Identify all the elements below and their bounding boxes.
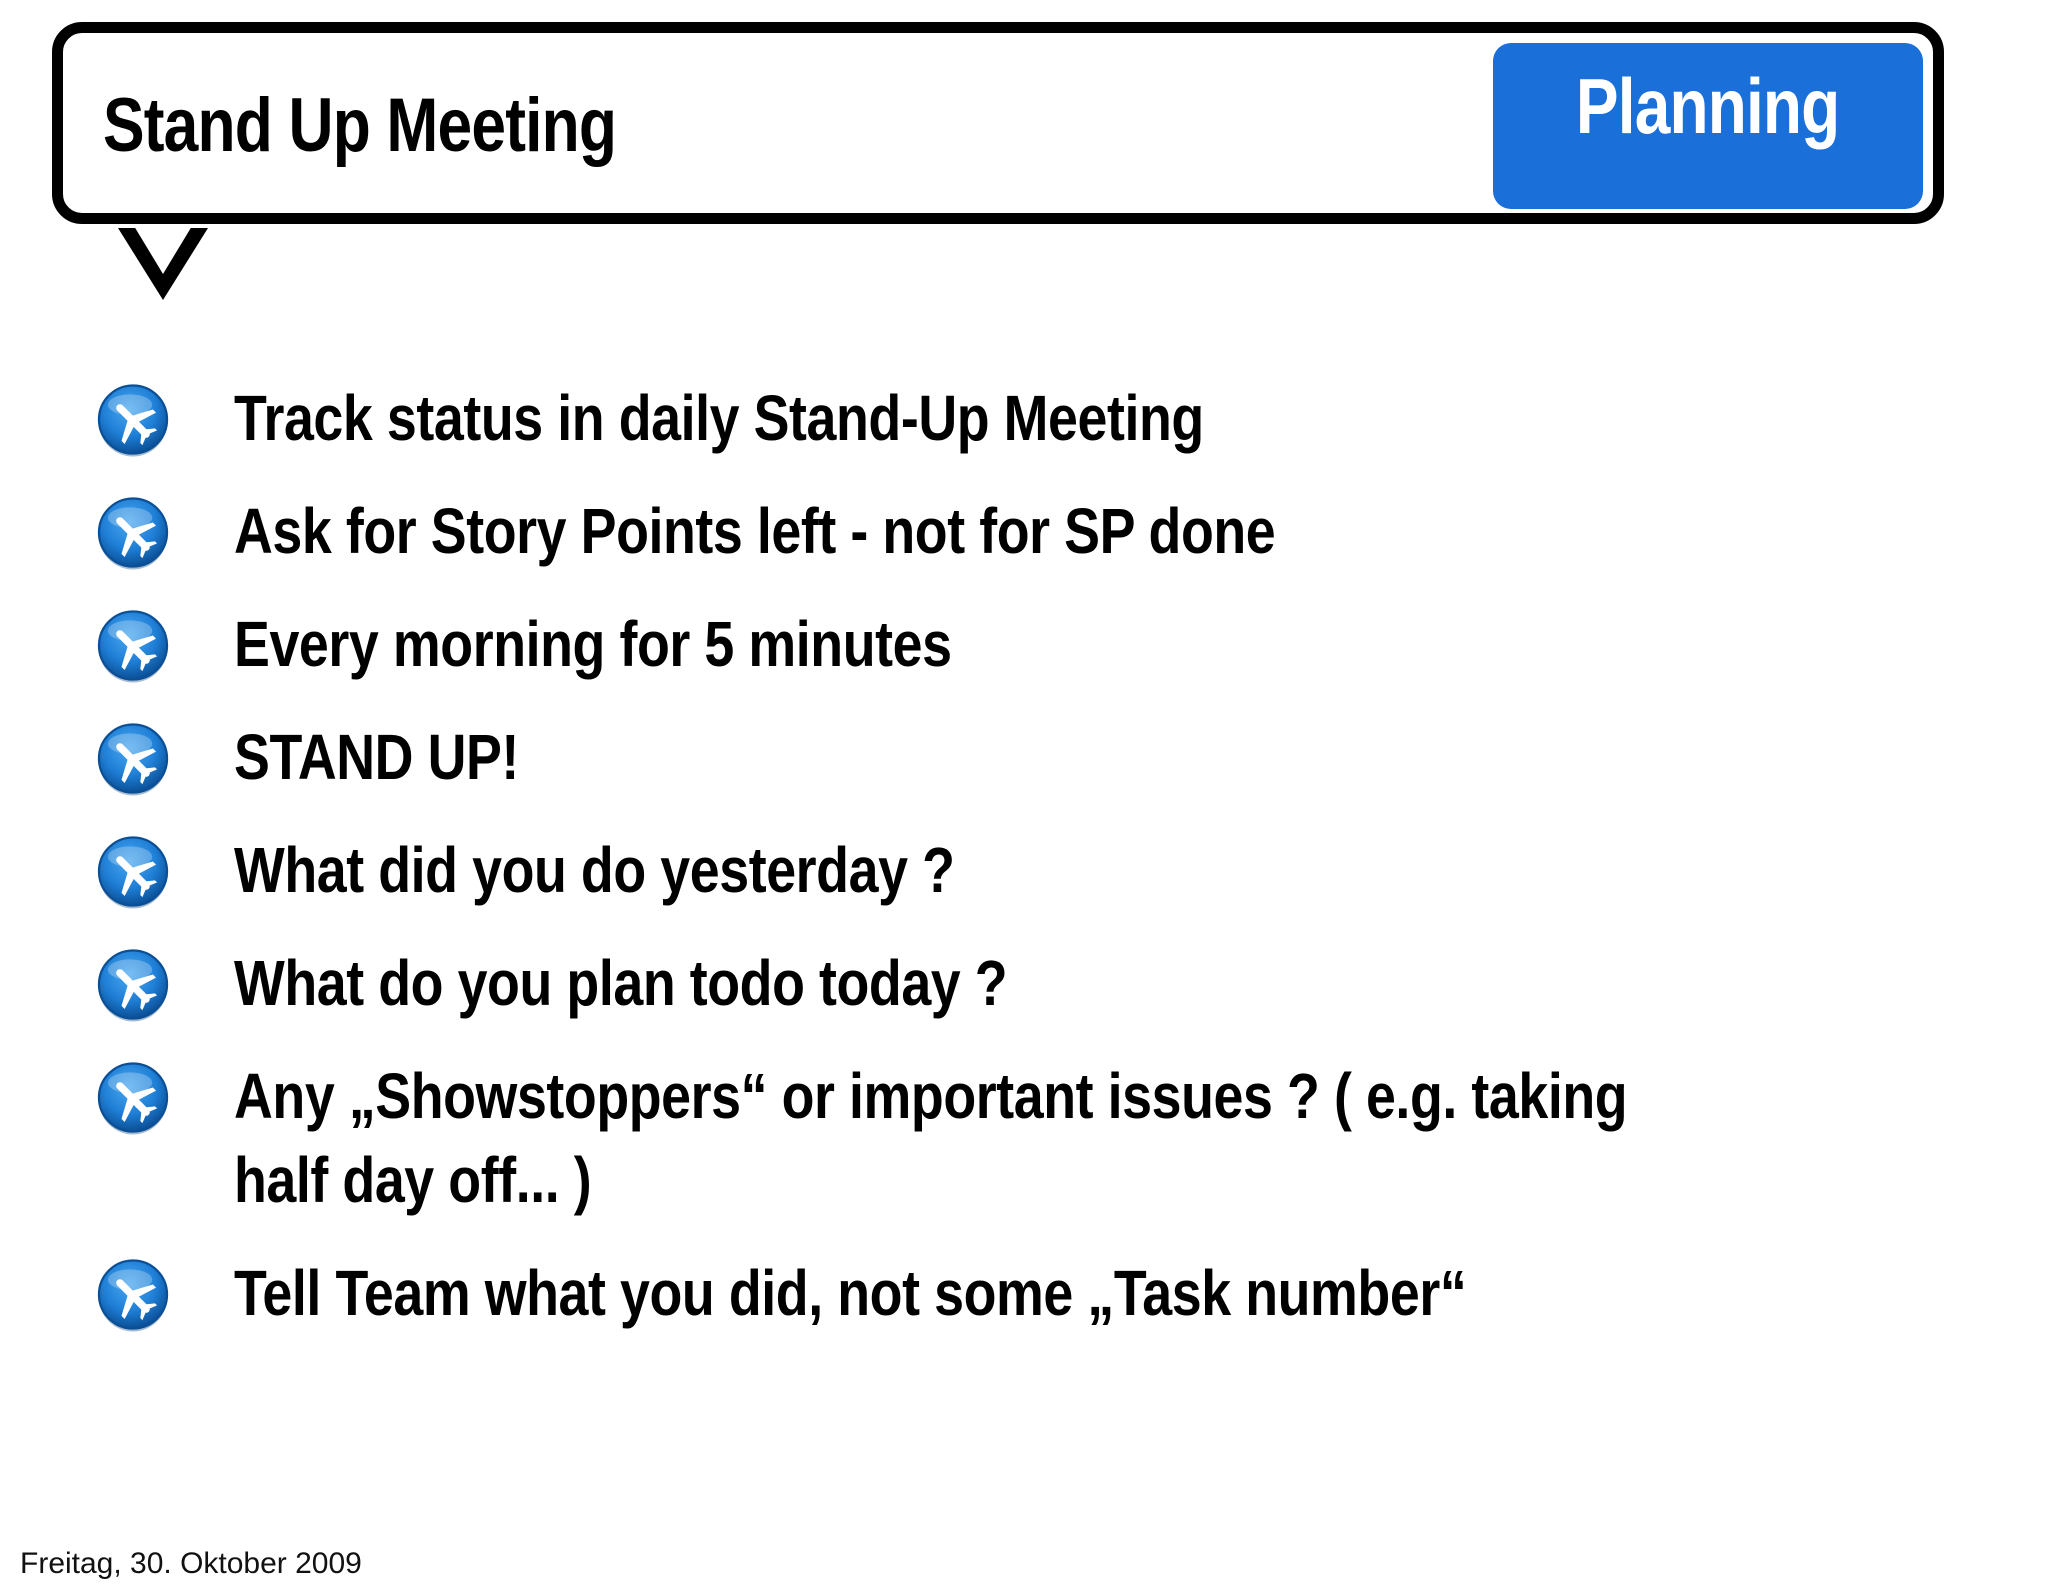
bullet-list [96, 376, 1996, 1364]
footer-date: Freitag, 30. Oktober 2009 [20, 1547, 362, 1580]
airplane-icon [96, 949, 170, 1023]
bullet-text: STAND UP! [234, 721, 519, 793]
bullet-text: Ask for Story Points left - not for SP done [234, 495, 1276, 567]
list-item [96, 941, 1996, 1025]
bullet-text: Every morning for 5 minutes [234, 608, 952, 680]
bullet-text: Tell Team what you did, not some „Task number“ [234, 1257, 1467, 1329]
list-item [96, 1251, 1996, 1335]
list-item [96, 602, 1996, 686]
header-bubble [52, 22, 1944, 224]
airplane-icon [96, 610, 170, 684]
page-title: Stand Up Meeting [103, 83, 617, 168]
speech-bubble-tail [118, 228, 208, 300]
airplane-icon [96, 723, 170, 797]
list-item [96, 715, 1996, 799]
airplane-icon [96, 497, 170, 571]
list-item [96, 828, 1996, 912]
list-item [96, 376, 1996, 460]
bullet-text: Track status in daily Stand-Up Meeting [234, 382, 1204, 454]
airplane-icon [96, 384, 170, 458]
airplane-icon [96, 836, 170, 910]
bullet-text: What do you plan todo today ? [234, 947, 1008, 1019]
section-badge-label: Planning [1576, 62, 1840, 150]
bullet-text: What did you do yesterday ? [234, 834, 955, 906]
section-badge [1493, 43, 1923, 209]
airplane-icon [96, 1062, 170, 1136]
list-item [96, 489, 1996, 573]
bullet-text: Any „Showstoppers“ or important issues ? ( e.g. taking half day off... ) [234, 1060, 1628, 1216]
list-item [96, 1054, 1996, 1222]
airplane-icon [96, 1259, 170, 1333]
